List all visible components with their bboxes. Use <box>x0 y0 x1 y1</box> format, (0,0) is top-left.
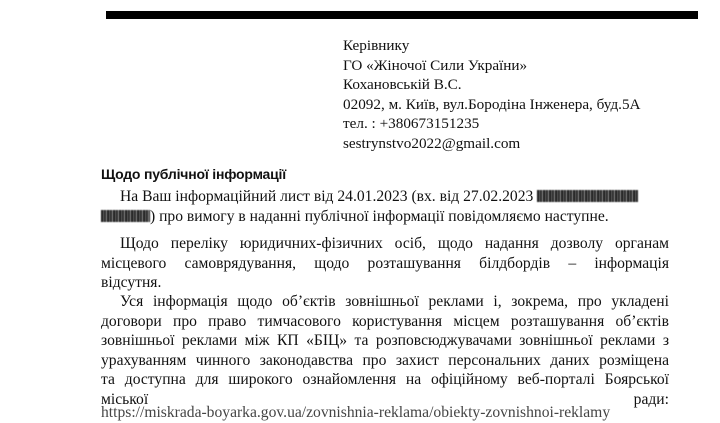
cropped-url-line <box>101 403 669 421</box>
redacted-reference-number <box>537 190 638 202</box>
paragraph-advertising-line2: договори про право тимчасового користування місцем розташування об’єктів <box>101 312 669 330</box>
paragraph-advertising-line6-end: ради: <box>633 390 669 408</box>
paragraph-reply <box>101 187 669 226</box>
addressee-address: 02092, м. Київ, вул.Бородіна Інженера, буд.5А <box>343 95 641 113</box>
addressee-email: sestrynstvo2022@gmail.com <box>343 134 521 152</box>
paragraph-advertising-line4: урахуванням чинного законодавства про захист персональних даних розміщена <box>101 351 669 369</box>
paragraph-reply-line1: На Ваш інформаційний лист від 24.01.2023 (вх. від 27.02.2023 <box>120 188 534 205</box>
paragraph-advertising-line5: та доступна для широкого ознайомлення на офіційному веб-порталі Боярської <box>101 371 669 389</box>
header-rule <box>106 11 698 19</box>
paragraph-advertising-line6-start: міської <box>101 390 149 408</box>
portal-url: https://miskrada-boyarka.gov.ua/zovnishnia-reklama/obiekty-zovnishnoi-reklamy <box>101 404 611 421</box>
letter-subject: Щодо публічної інформації <box>101 166 286 182</box>
paragraph-billboards <box>101 234 669 293</box>
addressee-name: Кохановській В.С. <box>343 76 462 94</box>
addressee-phone: тел. : +380673151235 <box>343 115 480 133</box>
paragraph-advertising <box>101 292 669 410</box>
addressee-block <box>343 36 641 154</box>
redacted-reference-number-cont <box>101 210 150 222</box>
paragraph-advertising-line3: зовнішньої реклами між КП «БІЦ» та розповсюджувачами зовнішньої реклами з <box>101 332 669 350</box>
paragraph-advertising-line1: Уся інформація щодо об’єктів зовнішньої реклами і, зокрема, про укладені <box>120 293 669 310</box>
addressee-organization: ГО «Жіночої Сили України» <box>343 56 528 74</box>
paragraph-billboards-line1: Щодо переліку юридичних-фізичних осіб, щодо надання дозволу органам <box>120 235 669 252</box>
addressee-title: Керівнику <box>343 37 410 54</box>
paragraph-billboards-line2: місцевого самоврядування, щодо розташування білдбордів – інформація <box>101 254 669 272</box>
paragraph-reply-line2: ) про вимогу в наданні публічної інформації повідомляємо наступне. <box>150 207 609 225</box>
paragraph-billboards-line3: відсутня. <box>101 274 162 292</box>
